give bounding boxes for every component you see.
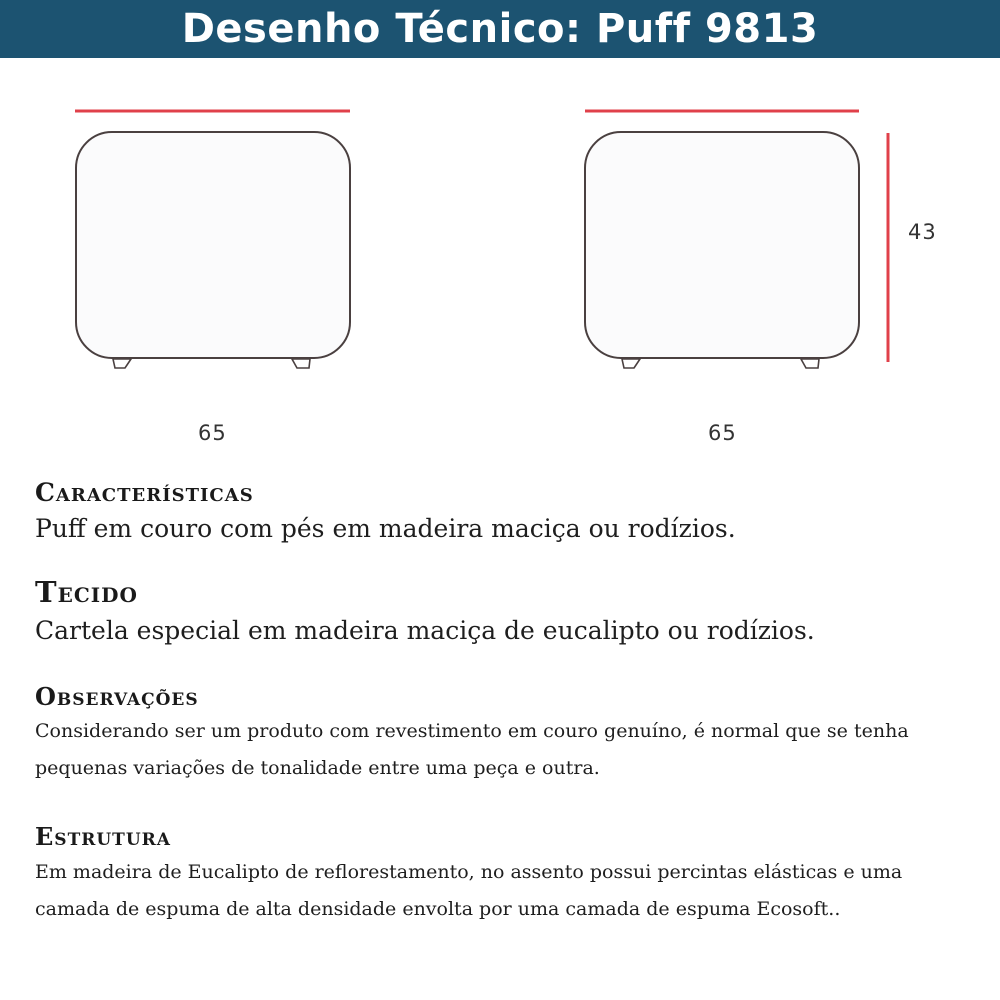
section-tecido [35,573,980,651]
side-view [585,111,888,368]
front-left-foot [113,359,131,368]
estrutura-text: Em madeira de Eucalipto de reflorestamento, no assento possui percintas elásticas e uma camada de espuma de alta densidade envolta por uma camada de espuma Ecosoft.. [35,861,903,920]
section-estrutura [35,820,980,928]
section-observacoes [35,681,980,787]
observacoes-heading: Observações [35,682,199,711]
side-right-foot [801,359,819,368]
side-width-label: 65 [708,421,737,445]
side-height-label: 43 [908,220,937,244]
tecido-heading: Tecido [35,575,138,609]
tecido-text: Cartela especial em madeira maciça de eucalipto ou rodízios. [35,616,815,645]
estrutura-heading: Estrutura [35,822,171,851]
caracteristicas-text: Puff em couro com pés em madeira maciça ou rodízios. [35,514,736,543]
title-banner [0,0,1000,58]
section-caracteristicas [35,477,980,549]
page-title: Desenho Técnico: Puff 9813 [181,6,819,52]
side-puff-body [585,132,859,358]
front-width-label: 65 [198,421,227,445]
drawing-svg [0,58,1000,460]
observacoes-text: Considerando ser um produto com revestimento em couro genuíno, é normal que se tenha pequenas variações de tonalidade entre uma peça e outra. [35,720,909,779]
caracteristicas-heading: Características [35,478,254,507]
front-view [75,111,350,368]
technical-drawing [0,58,1000,460]
side-left-foot [622,359,640,368]
front-puff-body [76,132,350,358]
front-right-foot [292,359,310,368]
